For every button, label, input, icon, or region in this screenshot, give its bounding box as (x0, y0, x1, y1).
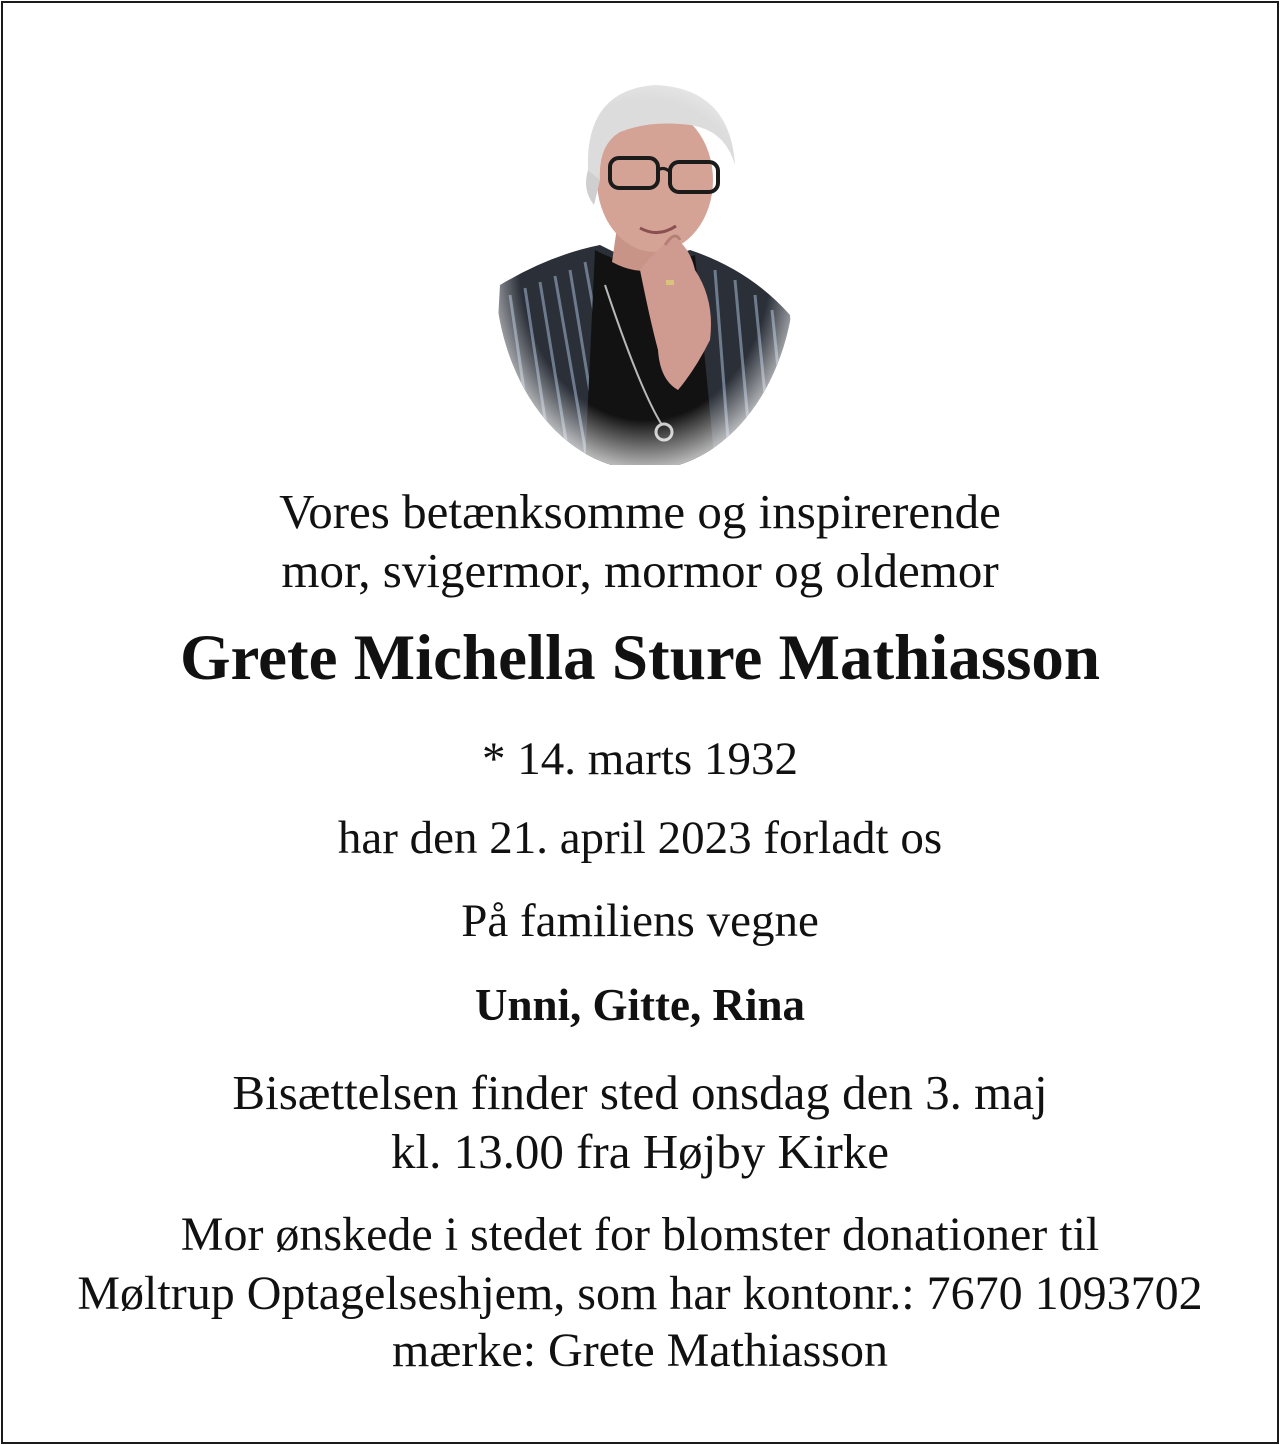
portrait-photo (490, 70, 800, 465)
signers: Unni, Gitte, Rina (474, 980, 806, 1030)
donation-line-3: mærke: Grete Mathiasson (392, 1324, 888, 1377)
intro-line-2: mor, svigermor, mormor og oldemor (281, 543, 999, 598)
on-behalf-label: På familiens vegne (461, 895, 819, 947)
death-notice: har den 21. april 2023 forladt os (337, 812, 943, 864)
donation-line-1: Mor ønskede i stedet for blomster donationer til (180, 1208, 1100, 1261)
intro-line-1: Vores betænksomme og inspirerende (279, 484, 1001, 539)
deceased-name: Grete Michella Sture Mathiasson (179, 622, 1101, 694)
funeral-line-2: kl. 13.00 fra Højby Kirke (390, 1124, 890, 1179)
birth-date: * 14. marts 1932 (482, 733, 798, 785)
donation-line-2: Møltrup Optagelseshjem, som har kontonr.: 7670 1093702 (77, 1267, 1203, 1320)
funeral-line-1: Bisættelsen finder sted onsdag den 3. maj (232, 1065, 1048, 1120)
